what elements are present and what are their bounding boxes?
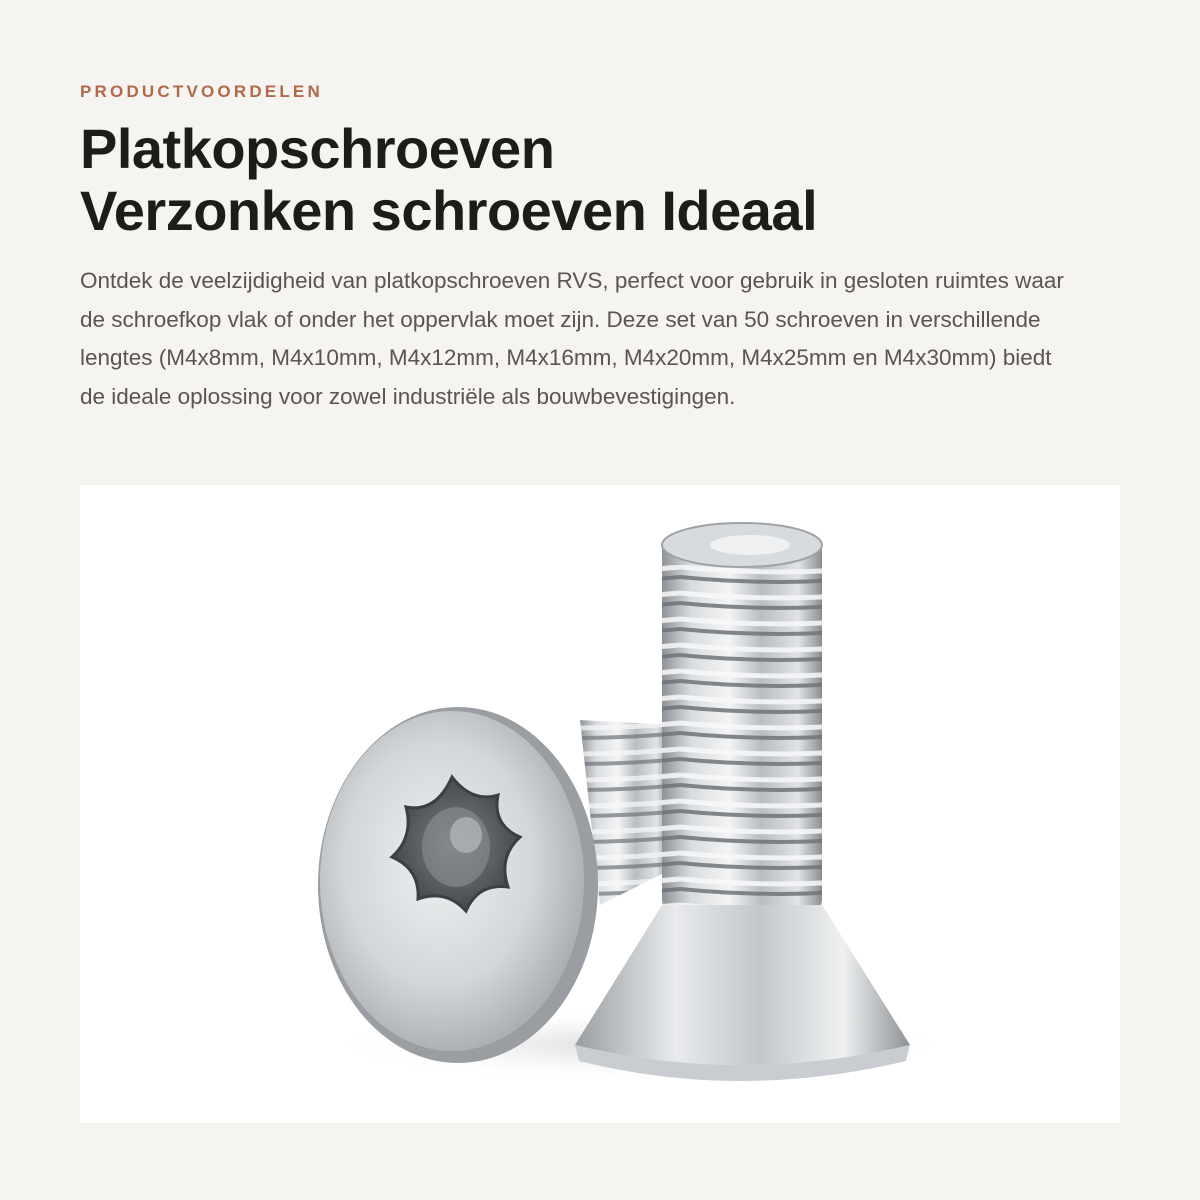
section-title: [80, 118, 1120, 242]
section-title-line-2: Verzonken schroeven Ideaal: [80, 179, 818, 242]
screws-illustration: [80, 485, 1120, 1123]
section-eyebrow: PRODUCTVOORDELEN: [80, 82, 323, 101]
section-description: Ontdek de veelzijdigheid van platkopschroeven RVS, perfect voor gebruik in gesloten ruimtes waar de schroefkop vlak of onder het oppervlak moet zijn. Deze set van 50 schroeven in verschillende lengtes (M4x8mm, M4x10mm, M4x12mm, M4x16mm, M4x20mm, M4x25mm en M4x30mm) biedt de ideale oplossing voor zowel industriële als bouwbevestigingen.: [80, 268, 1064, 409]
product-image: [80, 485, 1120, 1123]
front-screw-head-shape: [318, 707, 598, 1063]
section-title-line-1: Platkopschroeven: [80, 117, 555, 180]
